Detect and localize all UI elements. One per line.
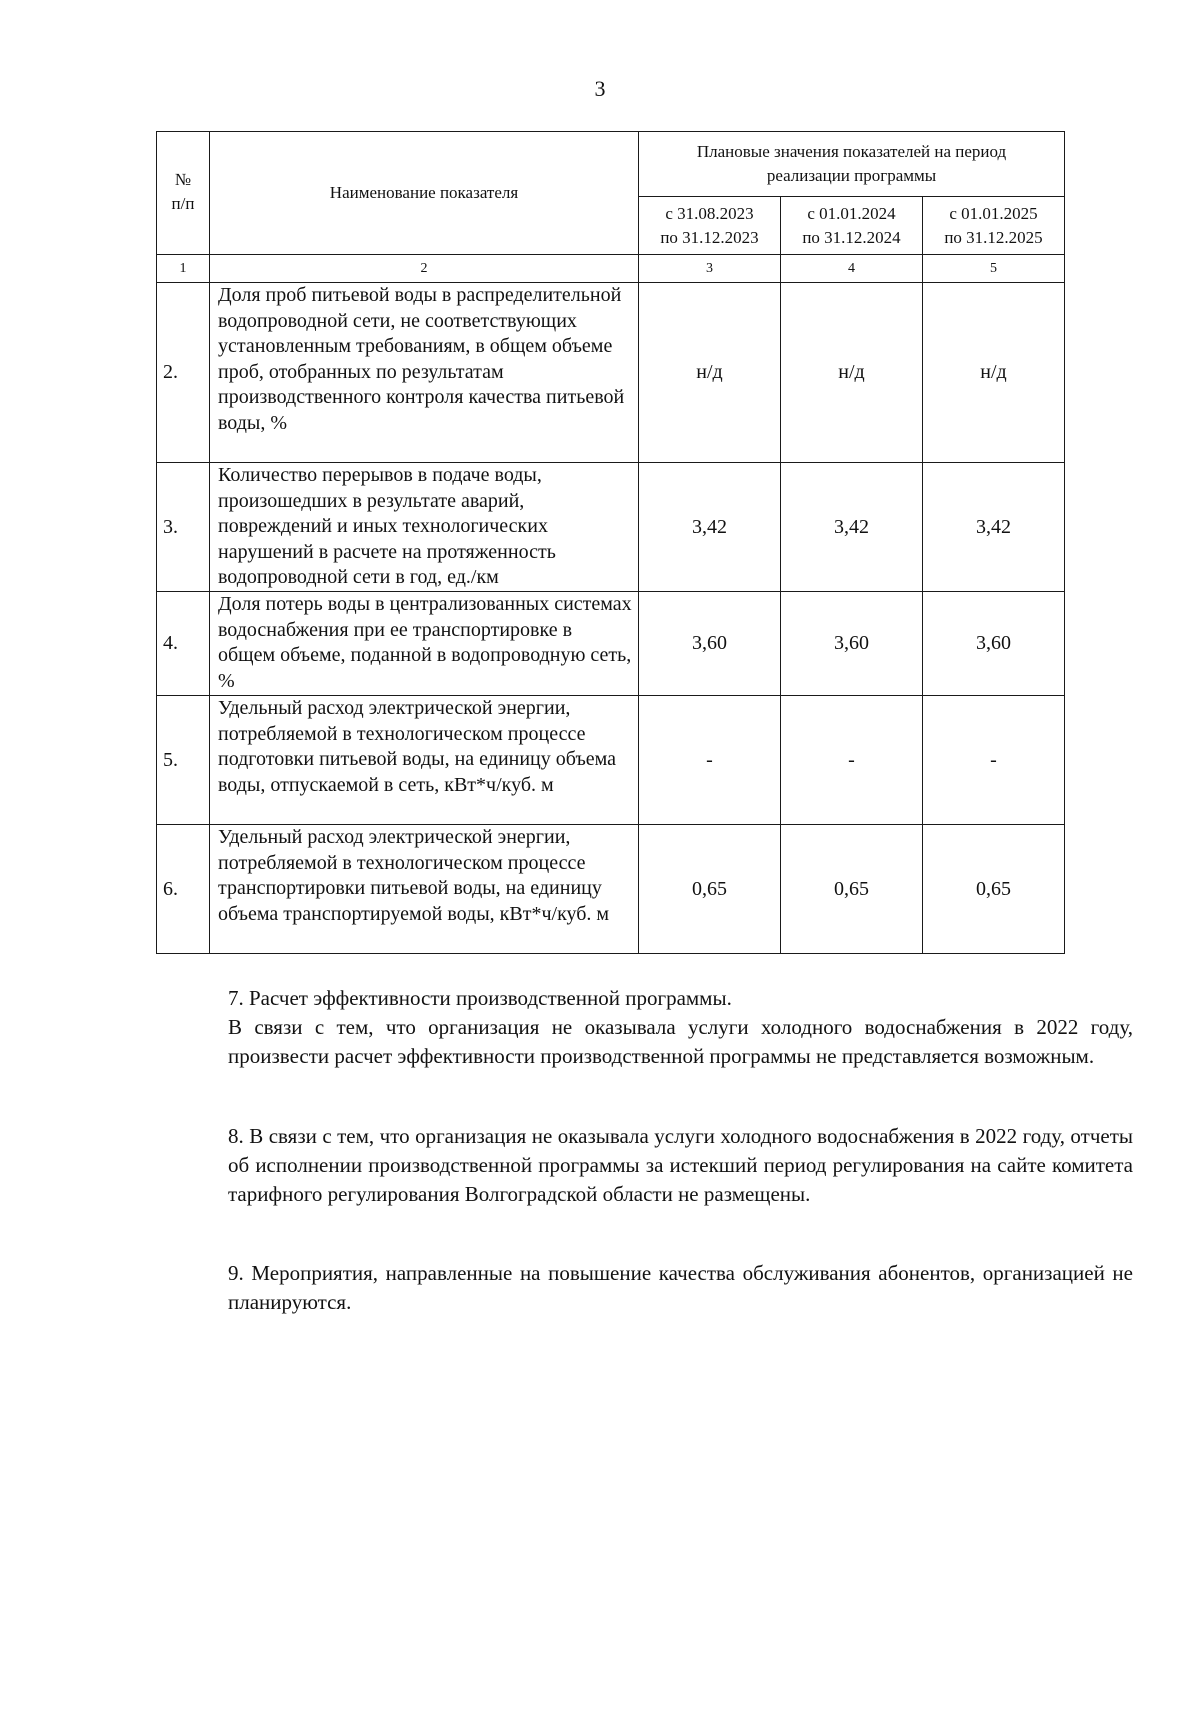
value-cell: 0,65 bbox=[639, 825, 781, 954]
value-cell: 3,42 bbox=[923, 463, 1065, 592]
header-period-3: с 01.01.2025 по 31.12.2025 bbox=[923, 197, 1065, 255]
indicators-table bbox=[156, 131, 1065, 954]
table-row bbox=[157, 825, 1065, 954]
value-cell: - bbox=[923, 696, 1065, 825]
indicator-name: Количество перерывов в подаче воды, произошедших в результате аварий, повреждений и иных технологических нарушений в расчете на протяженность водопроводной сети в год, ед./км bbox=[210, 463, 639, 592]
table-row bbox=[157, 463, 1065, 592]
indicator-name: Доля потерь воды в централизованных системах водоснабжения при ее транспортировке в общем объеме, поданной в водопроводную сеть, % bbox=[210, 592, 639, 696]
value-cell: 3,60 bbox=[923, 592, 1065, 696]
header-num: № п/п bbox=[157, 132, 210, 255]
indicator-name: Удельный расход электрической энергии, потребляемой в технологическом процессе транспортировки питьевой воды, на единицу объема транспортируемой воды, кВт*ч/куб. м bbox=[210, 825, 639, 954]
value-cell: 3,42 bbox=[639, 463, 781, 592]
table-header-row bbox=[157, 132, 1065, 197]
column-number: 3 bbox=[639, 255, 781, 283]
header-planned-values: Плановые значения показателей на период реализации программы bbox=[639, 132, 1065, 197]
table-row bbox=[157, 592, 1065, 696]
indicator-name: Удельный расход электрической энергии, потребляемой в технологическом процессе подготовки питьевой воды, на единицу объема воды, отпускаемой в сеть, кВт*ч/куб. м bbox=[210, 696, 639, 825]
header-period-2: с 01.01.2024 по 31.12.2024 bbox=[781, 197, 923, 255]
section-8-paragraph: 8. В связи с тем, что организация не оказывала услуги холодного водоснабжения в 2022 году, отчеты об исполнении производственной программы за истекший период регулирования на сайте комитета тарифного регулирования Волгоградской области не размещены. bbox=[228, 1124, 1133, 1206]
column-number: 1 bbox=[157, 255, 210, 283]
column-number: 2 bbox=[210, 255, 639, 283]
column-numbers-row bbox=[157, 255, 1065, 283]
value-cell: 0,65 bbox=[923, 825, 1065, 954]
value-cell: н/д bbox=[639, 283, 781, 463]
row-number: 5. bbox=[157, 696, 210, 825]
value-cell: 3,42 bbox=[781, 463, 923, 592]
value-cell: н/д bbox=[781, 283, 923, 463]
value-cell: - bbox=[639, 696, 781, 825]
value-cell: - bbox=[781, 696, 923, 825]
section-9-paragraph: 9. Мероприятия, направленные на повышение качества обслуживания абонентов, организацией не планируются. bbox=[228, 1261, 1133, 1314]
row-number: 3. bbox=[157, 463, 210, 592]
column-number: 4 bbox=[781, 255, 923, 283]
row-number: 6. bbox=[157, 825, 210, 954]
section-7-title: 7. Расчет эффективности производственной программы. bbox=[228, 986, 732, 1010]
table-row bbox=[157, 283, 1065, 463]
indicator-name: Доля проб питьевой воды в распределительной водопроводной сети, не соответствующих установленным требованиям, в общем объеме проб, отобранных по результатам производственного контроля качества питьевой воды, % bbox=[210, 283, 639, 463]
page-number: 3 bbox=[594, 76, 606, 101]
table-row bbox=[157, 696, 1065, 825]
row-number: 4. bbox=[157, 592, 210, 696]
column-number: 5 bbox=[923, 255, 1065, 283]
value-cell: 3,60 bbox=[781, 592, 923, 696]
section-7-body: В связи с тем, что организация не оказывала услуги холодного водоснабжения в 2022 году, произвести расчет эффективности производственной программы не представляется возможным. bbox=[228, 1015, 1133, 1068]
header-indicator-name: Наименование показателя bbox=[210, 132, 639, 255]
row-number: 2. bbox=[157, 283, 210, 463]
value-cell: 3,60 bbox=[639, 592, 781, 696]
value-cell: 0,65 bbox=[781, 825, 923, 954]
value-cell: н/д bbox=[923, 283, 1065, 463]
header-period-1: с 31.08.2023 по 31.12.2023 bbox=[639, 197, 781, 255]
